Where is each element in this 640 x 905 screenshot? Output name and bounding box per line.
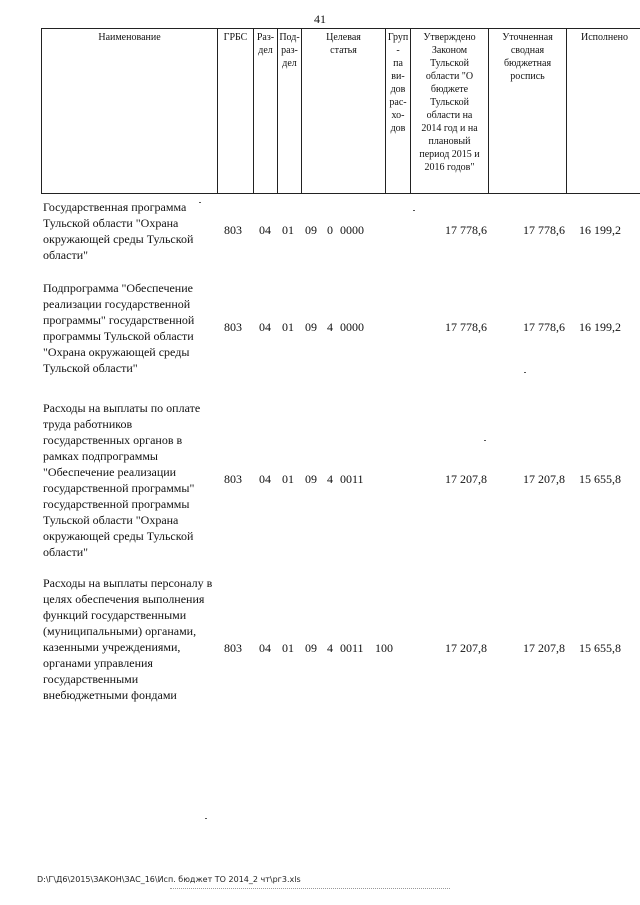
row-executed: 16 199,2 [579, 320, 621, 334]
row-grbs: 803 [224, 320, 242, 334]
column-header-group: Груп- па ви- дов рас- хо- дов [386, 29, 411, 194]
row-target-program: 09 [305, 320, 317, 334]
page-number: 41 [314, 12, 326, 26]
row-name: Расходы на выплаты персоналу в целях обеспечения выполнения функций государственными (муниципальными) органами, казенными учреждениями, органами управления государственными внебюджетными фондами [43, 576, 213, 702]
row-name: Подпрограмма "Обеспечение реализации государственной программы" государственной программы Тульской области "Охрана окружающей среды Тульской области" [43, 281, 195, 375]
row-target-subprogram: 4 [327, 472, 333, 486]
row-razdel: 04 [259, 320, 271, 334]
row-podrazdel: 01 [282, 320, 294, 334]
column-header-podrazdel: Под- раз- дел [278, 29, 302, 194]
column-header-executed: Исполнено [567, 29, 640, 194]
row-target-program: 09 [305, 641, 317, 655]
column-header-name: Наименование [42, 29, 218, 194]
column-header-razdel: Раз- дел [254, 29, 278, 194]
row-refined: 17 207,8 [523, 472, 565, 486]
scan-speck [524, 372, 526, 373]
table-row [41, 575, 626, 725]
row-podrazdel: 01 [282, 472, 294, 486]
row-refined: 17 207,8 [523, 641, 565, 655]
scan-speck [205, 818, 207, 819]
column-header-target: Целевая статья [302, 29, 386, 194]
row-target-code: 0000 [340, 223, 364, 237]
row-grbs: 803 [224, 223, 242, 237]
row-group: 100 [375, 641, 393, 655]
footer-file-path: D:\Г\Д6\2015\ЗАКОН\ЗАС_16\Исп. бюджет ТО 2014_2 чт\рг3.xls [37, 875, 301, 884]
table-header [41, 28, 640, 194]
column-header-refined: Уточненная сводная бюджетная роспись [489, 29, 567, 194]
row-podrazdel: 01 [282, 641, 294, 655]
table-row [41, 199, 626, 269]
row-grbs: 803 [224, 641, 242, 655]
scan-speck [413, 210, 415, 211]
row-podrazdel: 01 [282, 223, 294, 237]
row-approved: 17 778,6 [445, 223, 487, 237]
table-row [41, 400, 626, 560]
row-target-code: 0000 [340, 320, 364, 334]
row-target-subprogram: 4 [327, 641, 333, 655]
row-approved: 17 207,8 [445, 472, 487, 486]
row-target-code: 0011 [340, 472, 364, 486]
row-target-subprogram: 4 [327, 320, 333, 334]
row-target-code: 0011 [340, 641, 364, 655]
row-executed: 15 655,8 [579, 472, 621, 486]
scan-speck [484, 440, 486, 441]
row-approved: 17 207,8 [445, 641, 487, 655]
row-executed: 16 199,2 [579, 223, 621, 237]
row-refined: 17 778,6 [523, 320, 565, 334]
row-grbs: 803 [224, 472, 242, 486]
row-executed: 15 655,8 [579, 641, 621, 655]
row-name: Расходы на выплаты по оплате труда работников государственных органов в рамках подпрограммы "Обеспечение реализации государственной программы" государственной программы Тульской области "Охрана окружающей среды Тульской области" [43, 401, 201, 559]
row-refined: 17 778,6 [523, 223, 565, 237]
column-header-grbs: ГРБС [218, 29, 254, 194]
row-razdel: 04 [259, 223, 271, 237]
footer-divider [170, 888, 450, 889]
row-razdel: 04 [259, 472, 271, 486]
table-row [41, 280, 626, 380]
row-target-program: 09 [305, 472, 317, 486]
row-target-subprogram: 0 [327, 223, 333, 237]
row-name: Государственная программа Тульской области "Охрана окружающей среды Тульской области" [43, 200, 194, 262]
row-razdel: 04 [259, 641, 271, 655]
row-target-program: 09 [305, 223, 317, 237]
scan-speck [199, 202, 201, 203]
row-approved: 17 778,6 [445, 320, 487, 334]
column-header-approved: Утверждено Законом Тульской области "О бюджете Тульской области на 2014 год и на плановый период 2015 и 2016 годов" [411, 29, 489, 194]
